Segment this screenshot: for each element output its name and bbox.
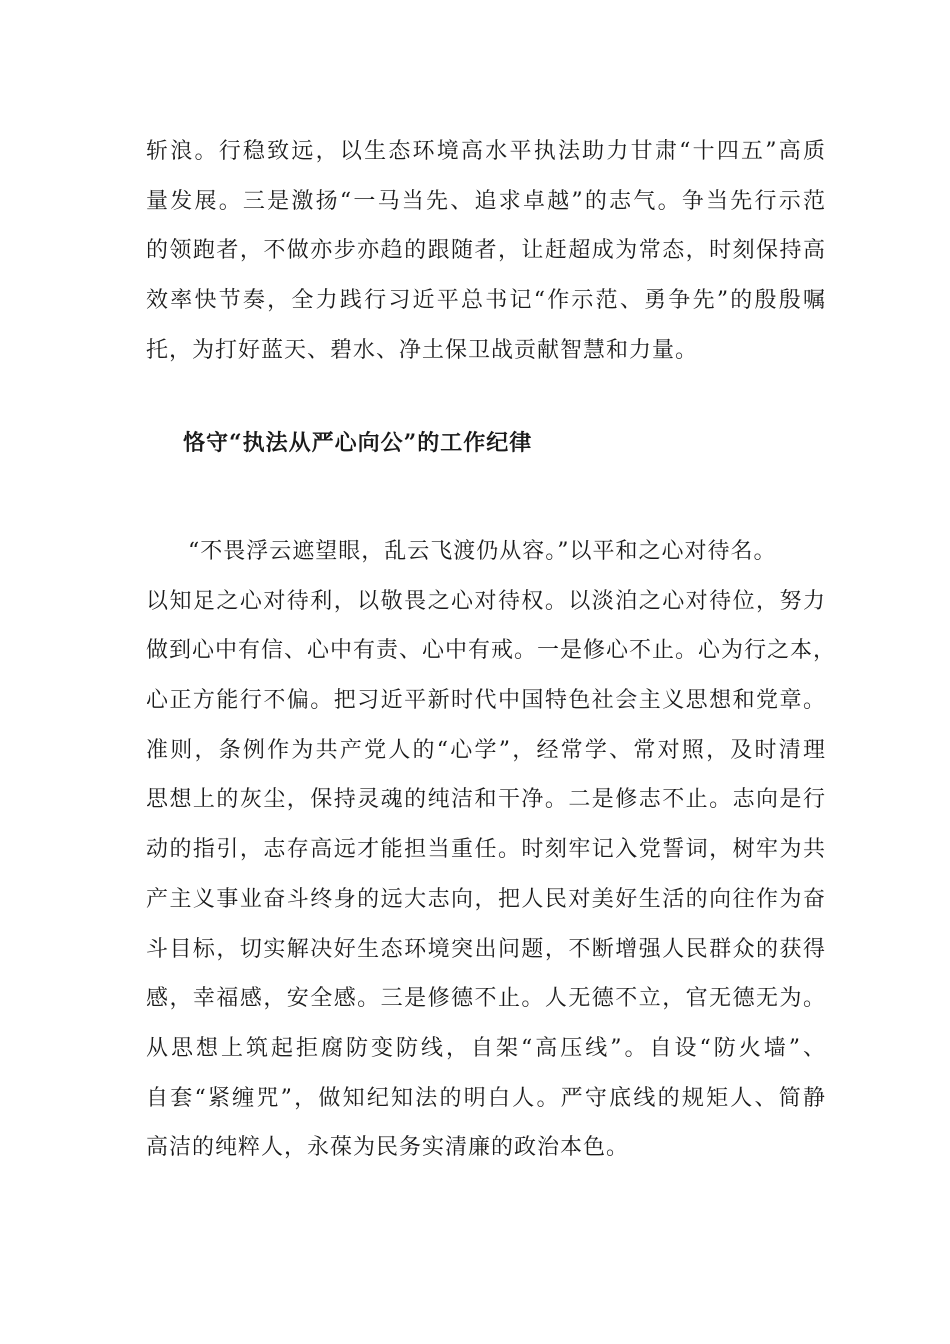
- paragraph-line: 高洁的纯粹人，永葆为民务实清廉的政治本色。: [146, 1135, 630, 1161]
- paragraph-line: 心正方能行不偏。把习近平新时代中国特色社会主义思想和党章。: [146, 688, 826, 714]
- paragraph-line: 的领跑者，不做亦步亦趋的跟随者，让赶超成为常态，时刻保持高: [146, 238, 826, 264]
- paragraph-line: 斗目标，切实解决好生态环境突出问题，不断增强人民群众的获得: [146, 936, 826, 962]
- paragraph-line: 做到心中有信、心中有责、心中有戒。一是修心不止。心为行之本，: [146, 638, 837, 664]
- paragraph-line: 产主义事业奋斗终身的远大志向，把人民对美好生活的向往作为奋: [146, 886, 826, 912]
- paragraph-line: 托，为打好蓝天、碧水、净土保卫战贡献智慧和力量。: [146, 337, 699, 363]
- paragraph-line: 自套“紧缠咒”，做知纪知法的明白人。严守底线的规矩人、简静: [146, 1085, 826, 1111]
- paragraph-line: 以知足之心对待利，以敬畏之心对待权。以淡泊之心对待位，努力: [146, 588, 826, 614]
- paragraph-line: 效率快节奏，全力践行习近平总书记“作示范、勇争先”的殷殷嘱: [146, 288, 826, 314]
- paragraph-line: 思想上的灰尘，保持灵魂的纯洁和干净。二是修志不止。志向是行: [146, 787, 826, 813]
- section-heading: 恪守“执法从严心向公”的工作纪律: [183, 430, 533, 456]
- paragraph-line: 从思想上筑起拒腐防变防线，自架“高压线”。自设“防火墙”、: [146, 1035, 826, 1061]
- paragraph-line: 动的指引，志存高远才能担当重任。时刻牢记入党誓词，树牢为共: [146, 837, 826, 863]
- paragraph-line: 准则，条例作为共产党人的“心学”，经常学、常对照，及时清理: [146, 737, 826, 763]
- paragraph-line: “不畏浮云遮望眼，乱云飞渡仍从容。”以平和之心对待名。: [188, 539, 777, 564]
- paragraph-line: 感，幸福感，安全感。三是修德不止。人无德不立，官无德无为。: [146, 986, 826, 1012]
- paragraph-1: [146, 127, 826, 375]
- paragraph-line: 斩浪。行稳致远，以生态环境高水平执法助力甘肃“十四五”高质: [146, 139, 826, 164]
- paragraph-2: [146, 527, 837, 1173]
- paragraph-line: 量发展。三是激扬“一马当先、追求卓越”的志气。争当先行示范: [146, 188, 826, 214]
